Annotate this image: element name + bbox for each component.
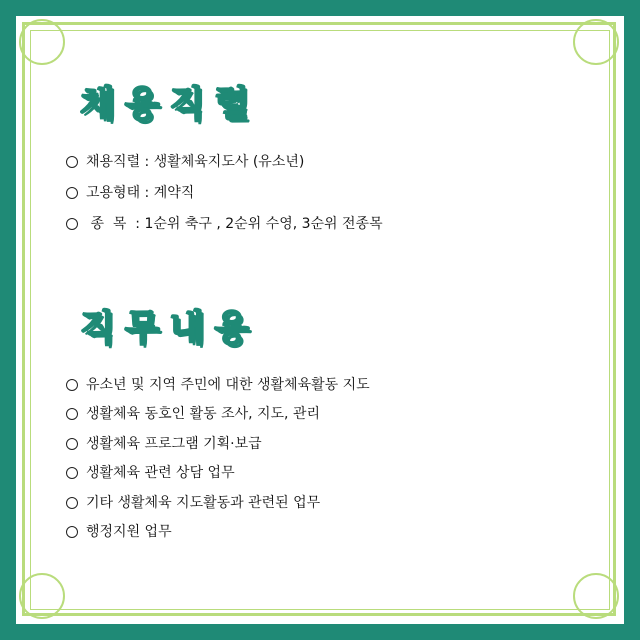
list-item-text: 유소년 및 지역 주민에 대한 생활체육활동 지도 bbox=[86, 376, 370, 393]
circle-bullet-icon bbox=[66, 379, 78, 391]
list-item bbox=[66, 370, 370, 400]
circle-bullet-icon bbox=[66, 408, 78, 420]
list-item-text: 채용직렬 : 생활체육지도사 (유소년) bbox=[86, 153, 305, 170]
list-item-text: 고용형태 : 계약직 bbox=[86, 184, 195, 201]
list-item bbox=[66, 177, 383, 208]
circle-bullet-icon bbox=[66, 438, 78, 450]
circle-bullet-icon bbox=[66, 526, 78, 538]
circle-bullet-icon bbox=[66, 187, 78, 199]
duties-list bbox=[66, 370, 370, 547]
circle-bullet-icon bbox=[66, 467, 78, 479]
list-item-text: 기타 생활체육 지도활동과 관련된 업무 bbox=[86, 494, 321, 511]
section-title-recruitment: 채용직렬 bbox=[80, 84, 260, 125]
section-title-duties: 직무내용 bbox=[80, 308, 260, 349]
list-item bbox=[66, 488, 370, 518]
list-item-text: 생활체육 동호인 활동 조사, 지도, 관리 bbox=[86, 406, 321, 423]
circle-bullet-icon bbox=[66, 156, 78, 168]
list-item bbox=[66, 146, 383, 177]
list-item bbox=[66, 400, 370, 430]
list-item-text: 생활체육 프로그램 기획·보급 bbox=[86, 435, 262, 452]
list-item-text: 종 목 : 1순위 축구 , 2순위 수영, 3순위 전종목 bbox=[86, 215, 383, 232]
list-item bbox=[66, 208, 383, 239]
list-item bbox=[66, 429, 370, 459]
circle-bullet-icon bbox=[66, 218, 78, 230]
list-item-text: 행정지원 업무 bbox=[86, 524, 172, 541]
list-item bbox=[66, 459, 370, 489]
recruitment-info-list bbox=[66, 146, 383, 239]
circle-bullet-icon bbox=[66, 497, 78, 509]
list-item bbox=[66, 518, 370, 548]
list-item-text: 생활체육 관련 상담 업무 bbox=[86, 465, 235, 482]
